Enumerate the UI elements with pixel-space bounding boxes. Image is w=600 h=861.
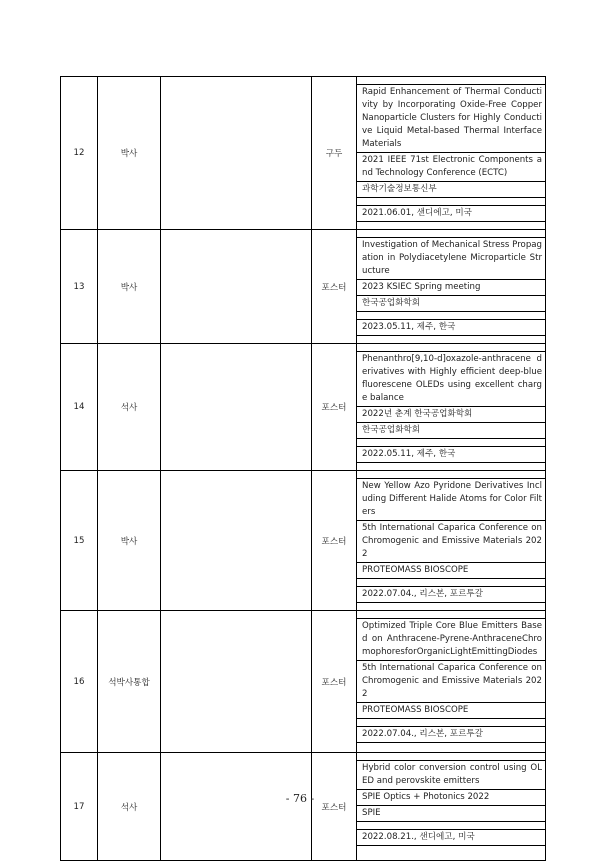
detail-spacer (357, 743, 545, 751)
presentation-type-cell: 포스터 (312, 611, 357, 753)
conference-name: 2021 IEEE 71st Electronic Components and Technology Conference (ECTC) (357, 153, 545, 182)
presentation-type-cell: 포스터 (312, 753, 357, 861)
detail-spacer (357, 77, 545, 85)
paper-title: New Yellow Azo Pyridone Derivatives Including Different Halide Atoms for Color Filters (357, 479, 545, 521)
organizer-name: SPIE (357, 806, 545, 822)
degree-cell: 박사 (98, 471, 161, 611)
detail-spacer (357, 611, 545, 619)
date-place: 2022.05.11, 제주, 한국 (357, 447, 545, 463)
detail-spacer (357, 222, 545, 230)
organizer-name: PROTEOMASS BIOSCOPE (357, 563, 545, 579)
presentation-detail-cell (357, 471, 546, 611)
presentation-detail-cell (357, 611, 546, 753)
detail-spacer (357, 822, 545, 830)
degree-cell: 박사 (98, 230, 161, 344)
organizer-name: 한국공업화학회 (357, 296, 545, 312)
table-row (61, 753, 546, 861)
date-place: 2022.07.04., 리스본, 포르투갈 (357, 587, 545, 603)
date-place: 2023.05.11, 제주, 한국 (357, 320, 545, 336)
advisor-cell (161, 344, 312, 471)
detail-spacer (357, 198, 545, 206)
organizer-name: 과학기술정보통신부 (357, 182, 545, 198)
detail-spacer (357, 603, 545, 611)
conference-name: 2022년 춘계 한국공업화학회 (357, 407, 545, 423)
detail-spacer (357, 753, 545, 761)
degree-cell: 박사 (98, 77, 161, 230)
detail-subtable (357, 471, 545, 610)
detail-subtable (357, 77, 545, 229)
advisor-cell (161, 611, 312, 753)
table-row (61, 611, 546, 753)
presentation-detail-cell (357, 230, 546, 344)
degree-cell: 석사 (98, 344, 161, 471)
paper-title: Phenanthro[9,10-d]oxazole-anthracene derivatives with Highly efficient deep-blue fluorescene OLEDs using excellent charge balance (357, 352, 545, 407)
date-place: 2022.07.04., 리스본, 포르투갈 (357, 727, 545, 743)
row-number: 12 (61, 77, 98, 230)
advisor-cell (161, 753, 312, 861)
degree-cell: 석박사통합 (98, 611, 161, 753)
paper-title: Rapid Enhancement of Thermal Conductivity by Incorporating Oxide-Free Copper Nanoparticle Clusters for Highly Conductive Liquid Metal-based Thermal Interface Materials (357, 85, 545, 153)
detail-spacer (357, 846, 545, 854)
presentation-type-cell: 포스터 (312, 344, 357, 471)
detail-spacer (357, 336, 545, 344)
presentation-detail-cell (357, 344, 546, 471)
degree-cell: 석사 (98, 753, 161, 861)
presentation-type-cell: 구두 (312, 77, 357, 230)
paper-title: Hybrid color conversion control using OLED and perovskite emitters (357, 761, 545, 790)
row-number: 15 (61, 471, 98, 611)
table-body (61, 77, 546, 861)
detail-spacer (357, 230, 545, 238)
advisor-cell (161, 230, 312, 344)
page-number: - 76 - (285, 792, 315, 805)
date-place: 2021.06.01, 샌디에고, 미국 (357, 206, 545, 222)
presentation-detail-cell (357, 753, 546, 861)
paper-title: Optimized Triple Core Blue Emitters Based on Anthracene-Pyrene-AnthraceneChromophoresforOrganicLightEmittingDiodes (357, 619, 545, 661)
conference-name: 2023 KSIEC Spring meeting (357, 280, 545, 296)
detail-subtable (357, 344, 545, 470)
row-number: 14 (61, 344, 98, 471)
detail-spacer (357, 463, 545, 471)
table-row (61, 77, 546, 230)
conference-name: 5th International Caparica Conference on Chromogenic and Emissive Materials 2022 (357, 521, 545, 563)
advisor-cell (161, 77, 312, 230)
table-row (61, 344, 546, 471)
advisor-cell (161, 471, 312, 611)
detail-spacer (357, 471, 545, 479)
detail-spacer (357, 579, 545, 587)
row-number: 13 (61, 230, 98, 344)
date-place: 2022.08.21., 샌디에고, 미국 (357, 830, 545, 846)
detail-spacer (357, 344, 545, 352)
presentation-type-cell: 포스터 (312, 471, 357, 611)
detail-spacer (357, 439, 545, 447)
detail-spacer (357, 719, 545, 727)
detail-subtable (357, 230, 545, 343)
table-row (61, 230, 546, 344)
achievement-table (60, 76, 546, 861)
detail-spacer (357, 312, 545, 320)
presentation-type-cell: 포스터 (312, 230, 357, 344)
conference-name: 5th International Caparica Conference on Chromogenic and Emissive Materials 2022 (357, 661, 545, 703)
organizer-name: PROTEOMASS BIOSCOPE (357, 703, 545, 719)
row-number: 16 (61, 611, 98, 753)
conference-name: SPIE Optics + Photonics 2022 (357, 790, 545, 806)
presentation-detail-cell (357, 77, 546, 230)
organizer-name: 한국공업화학회 (357, 423, 545, 439)
detail-subtable (357, 611, 545, 750)
paper-title: Investigation of Mechanical Stress Propagation in Polydiacetylene Microparticle Structure (357, 238, 545, 280)
row-number: 17 (61, 753, 98, 861)
table-row (61, 471, 546, 611)
